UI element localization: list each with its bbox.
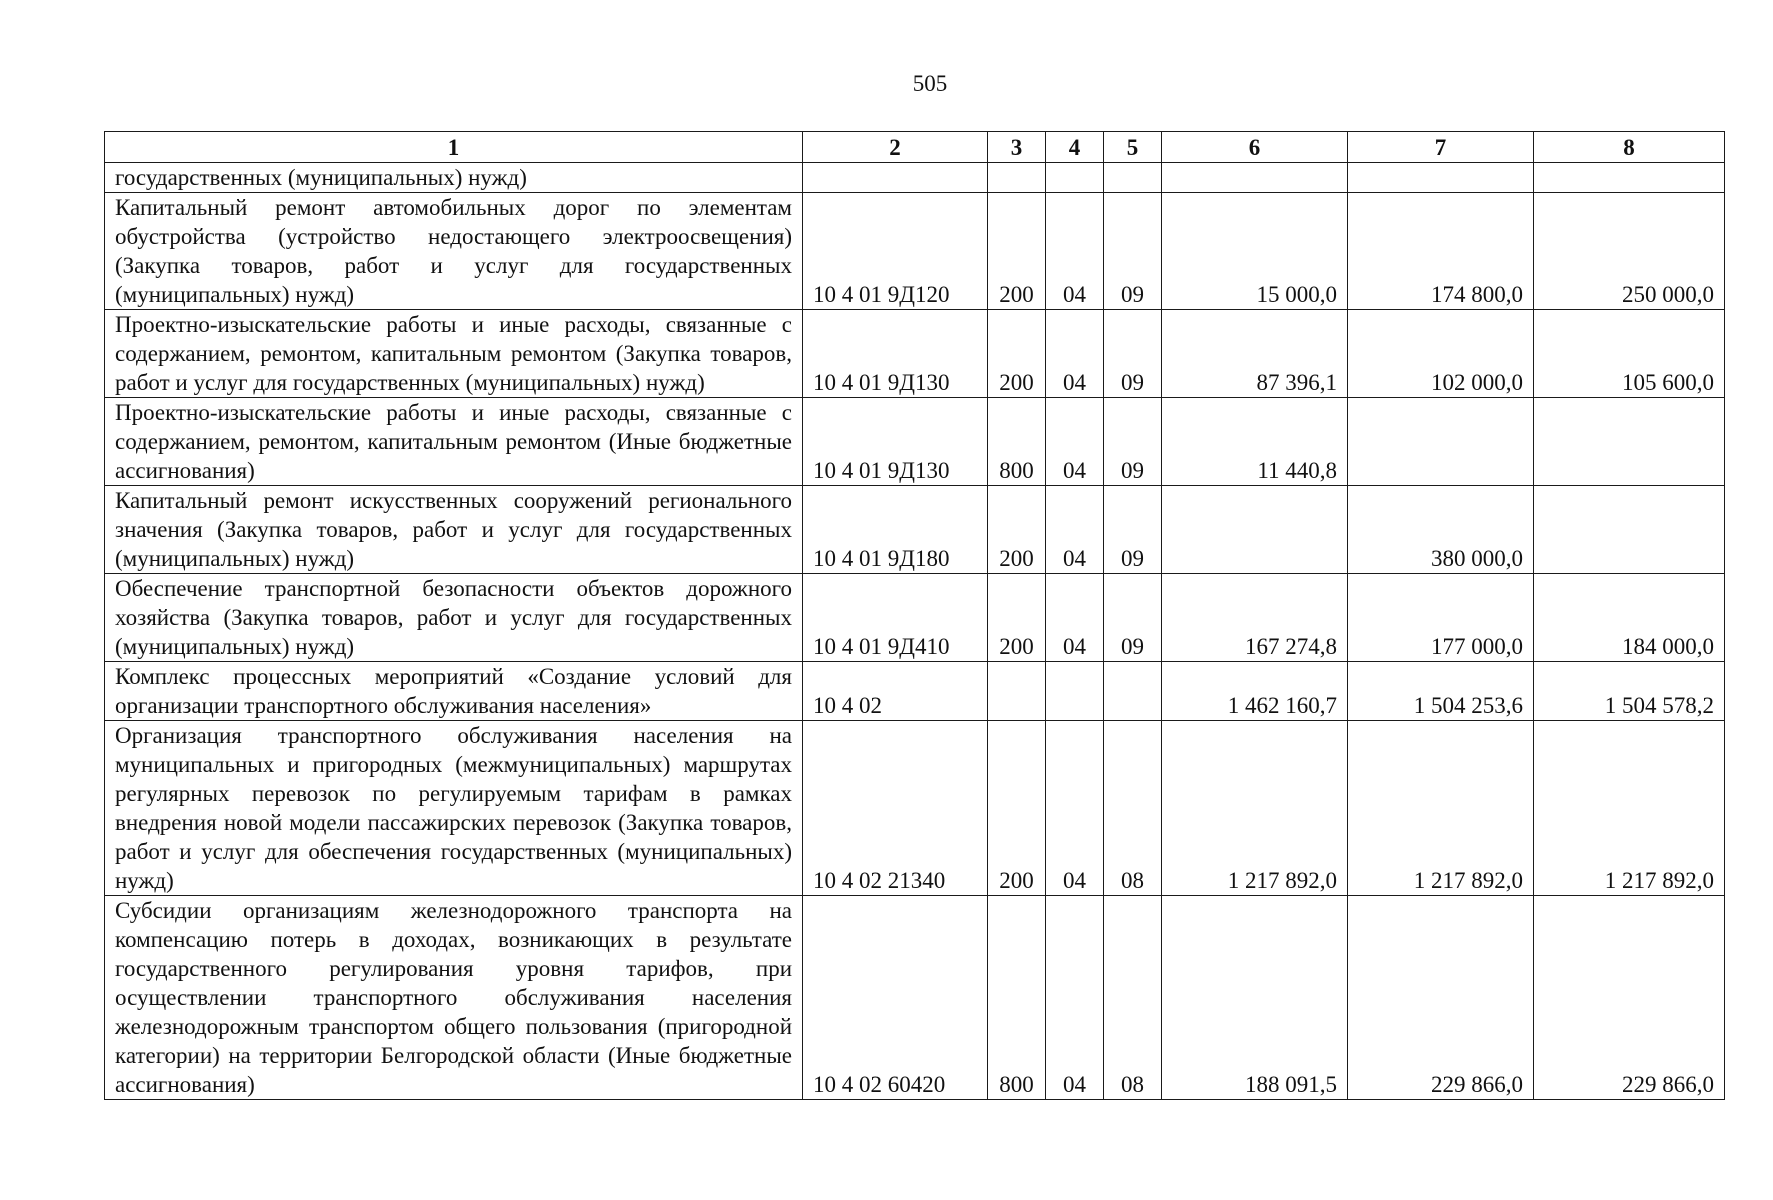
table-row xyxy=(105,163,1725,193)
row-amount-8: 229 866,0 xyxy=(1534,896,1725,1100)
row-section: 04 xyxy=(1046,896,1104,1100)
row-section: 04 xyxy=(1046,574,1104,662)
table-row xyxy=(105,896,1725,1100)
row-description: Субсидии организациям железнодорожного транспорта на компенсацию потерь в доходах, возникающих в результате государственного регулирования уровня тарифов, при осуществлении транспортного обслуживания населения железнодорожным транспортом общего пользования (пригородной категории) на территории Белгородской области (Иные бюджетные ассигнования) xyxy=(105,896,803,1100)
row-code: 10 4 01 9Д180 xyxy=(803,486,988,574)
row-subsection: 09 xyxy=(1104,398,1162,486)
row-amount-6: 87 396,1 xyxy=(1162,310,1348,398)
row-description: Проектно-изыскательские работы и иные расходы, связанные с содержанием, ремонтом, капитальным ремонтом (Закупка товаров, работ и услуг для государственных (муниципальных) нужд) xyxy=(105,310,803,398)
row-amount-6: 167 274,8 xyxy=(1162,574,1348,662)
row-description: Обеспечение транспортной безопасности объектов дорожного хозяйства (Закупка товаров, работ и услуг для государственных (муниципальных) нужд) xyxy=(105,574,803,662)
row-amount-7: 229 866,0 xyxy=(1348,896,1534,1100)
row-description: Капитальный ремонт искусственных сооружений регионального значения (Закупка товаров, работ и услуг для государственных (муниципальных) нужд) xyxy=(105,486,803,574)
row-description: Комплекс процессных мероприятий «Создание условий для организации транспортного обслуживания населения» xyxy=(105,662,803,721)
row-code: 10 4 01 9Д130 xyxy=(803,310,988,398)
row-expense-type: 200 xyxy=(988,193,1046,310)
row-code: 10 4 01 9Д410 xyxy=(803,574,988,662)
row-expense-type xyxy=(988,662,1046,721)
header-col-3: 3 xyxy=(988,132,1046,163)
row-amount-6: 188 091,5 xyxy=(1162,896,1348,1100)
row-subsection: 09 xyxy=(1104,574,1162,662)
row-amount-6 xyxy=(1162,163,1348,193)
row-amount-8 xyxy=(1534,486,1725,574)
row-subsection: 08 xyxy=(1104,896,1162,1100)
row-description: Капитальный ремонт автомобильных дорог по элементам обустройства (устройство недостающего электроосвещения) (Закупка товаров, работ и услуг для государственных (муниципальных) нужд) xyxy=(105,193,803,310)
budget-table xyxy=(104,131,1725,1100)
row-expense-type: 800 xyxy=(988,398,1046,486)
row-amount-6: 1 217 892,0 xyxy=(1162,721,1348,896)
header-col-6: 6 xyxy=(1162,132,1348,163)
header-row xyxy=(105,132,1725,163)
row-amount-7: 102 000,0 xyxy=(1348,310,1534,398)
row-amount-7: 1 504 253,6 xyxy=(1348,662,1534,721)
table-row xyxy=(105,398,1725,486)
row-amount-6: 11 440,8 xyxy=(1162,398,1348,486)
row-subsection xyxy=(1104,662,1162,721)
page-number: 505 xyxy=(912,71,948,96)
row-amount-8: 250 000,0 xyxy=(1534,193,1725,310)
row-amount-7: 174 800,0 xyxy=(1348,193,1534,310)
header-col-1: 1 xyxy=(105,132,803,163)
row-description: Организация транспортного обслуживания населения на муниципальных и пригородных (межмуниципальных) маршрутах регулярных перевозок по регулируемым тарифам в рамках внедрения новой модели пассажирских перевозок (Закупка товаров, работ и услуг для обеспечения государственных (муниципальных) нужд) xyxy=(105,721,803,896)
table-row xyxy=(105,193,1725,310)
table-row xyxy=(105,662,1725,721)
header-col-4: 4 xyxy=(1046,132,1104,163)
header-col-8: 8 xyxy=(1534,132,1725,163)
row-section: 04 xyxy=(1046,486,1104,574)
table-row xyxy=(105,574,1725,662)
table-row xyxy=(105,721,1725,896)
row-section: 04 xyxy=(1046,398,1104,486)
row-code: 10 4 02 21340 xyxy=(803,721,988,896)
row-section xyxy=(1046,662,1104,721)
row-amount-7 xyxy=(1348,163,1534,193)
row-subsection xyxy=(1104,163,1162,193)
row-expense-type xyxy=(988,163,1046,193)
row-description: государственных (муниципальных) нужд) xyxy=(105,163,803,193)
row-expense-type: 200 xyxy=(988,310,1046,398)
row-code xyxy=(803,163,988,193)
table-row xyxy=(105,310,1725,398)
header-col-5: 5 xyxy=(1104,132,1162,163)
row-subsection: 08 xyxy=(1104,721,1162,896)
row-section: 04 xyxy=(1046,193,1104,310)
row-amount-8: 184 000,0 xyxy=(1534,574,1725,662)
row-amount-6: 1 462 160,7 xyxy=(1162,662,1348,721)
row-amount-6 xyxy=(1162,486,1348,574)
header-col-2: 2 xyxy=(803,132,988,163)
row-amount-7: 380 000,0 xyxy=(1348,486,1534,574)
row-amount-8: 1 504 578,2 xyxy=(1534,662,1725,721)
row-code: 10 4 02 60420 xyxy=(803,896,988,1100)
row-expense-type: 800 xyxy=(988,896,1046,1100)
row-code: 10 4 01 9Д130 xyxy=(803,398,988,486)
header-col-7: 7 xyxy=(1348,132,1534,163)
row-expense-type: 200 xyxy=(988,721,1046,896)
row-code: 10 4 01 9Д120 xyxy=(803,193,988,310)
row-amount-8 xyxy=(1534,163,1725,193)
row-expense-type: 200 xyxy=(988,486,1046,574)
table-row xyxy=(105,486,1725,574)
row-section: 04 xyxy=(1046,721,1104,896)
row-amount-7: 177 000,0 xyxy=(1348,574,1534,662)
row-section: 04 xyxy=(1046,310,1104,398)
row-amount-7 xyxy=(1348,398,1534,486)
row-subsection: 09 xyxy=(1104,310,1162,398)
row-subsection: 09 xyxy=(1104,486,1162,574)
row-amount-6: 15 000,0 xyxy=(1162,193,1348,310)
row-expense-type: 200 xyxy=(988,574,1046,662)
row-description: Проектно-изыскательские работы и иные расходы, связанные с содержанием, ремонтом, капитальным ремонтом (Иные бюджетные ассигнования) xyxy=(105,398,803,486)
row-section xyxy=(1046,163,1104,193)
row-subsection: 09 xyxy=(1104,193,1162,310)
row-amount-7: 1 217 892,0 xyxy=(1348,721,1534,896)
row-amount-8: 1 217 892,0 xyxy=(1534,721,1725,896)
row-amount-8: 105 600,0 xyxy=(1534,310,1725,398)
row-amount-8 xyxy=(1534,398,1725,486)
row-code: 10 4 02 xyxy=(803,662,988,721)
